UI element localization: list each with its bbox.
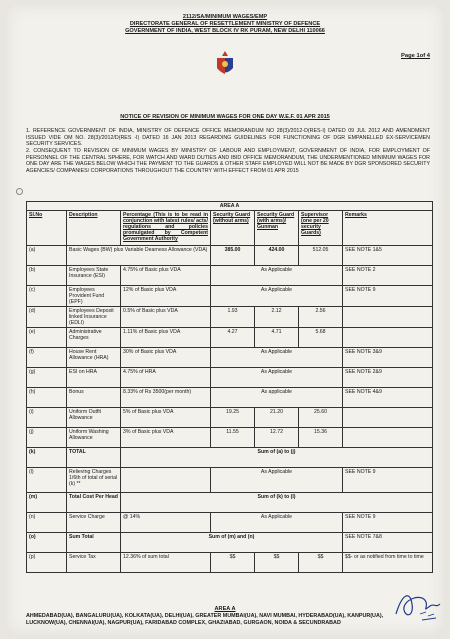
row-supervisor: 2.56: [299, 307, 343, 328]
row-span-value: Sum of (k) to (l): [121, 493, 433, 513]
table-row: [27, 408, 433, 428]
row-description: Administrative Charges: [67, 328, 121, 348]
row-supervisor: $$: [299, 553, 343, 573]
organization-line-2: GOVERNMENT OF INDIA, WEST BLOCK IV RK PURAM, NEW DELHI 110066: [125, 28, 325, 34]
row-percentage: 3% of Basic plus VDA: [121, 428, 211, 448]
row-slno: (h): [27, 388, 67, 408]
row-remarks: $$- or as notified from time to time: [343, 553, 433, 573]
punch-hole: [16, 188, 23, 195]
row-span-value: Sum of (m) and (n): [121, 533, 343, 553]
header-supervisor: Supervisor (one per 20 security Guards): [299, 211, 343, 246]
row-security-guard-armed: 12.72: [255, 428, 299, 448]
table-row: [27, 513, 433, 533]
table-row: [27, 533, 433, 553]
row-slno: (a): [27, 246, 67, 266]
reference-number: 2112/SA/MINIMUM WAGES/EMP: [182, 14, 268, 20]
row-span-value: As Applicable: [211, 513, 343, 533]
row-slno: (p): [27, 553, 67, 573]
row-span-value: As Applicable: [211, 286, 343, 307]
row-supervisor: 5.68: [299, 328, 343, 348]
row-description: Total Cost Per Head: [67, 493, 121, 513]
row-slno: (f): [27, 348, 67, 368]
row-remarks: SEE NOTE 2&9: [343, 368, 433, 388]
row-supervisor: 25.60: [299, 408, 343, 428]
row-description: Relieving Charges 1/6th of total of serial (k) **: [67, 468, 121, 493]
row-percentage: 1.11% of Basic plus VDA: [121, 328, 211, 348]
row-security-guard-armed: 2.12: [255, 307, 299, 328]
row-remarks: [343, 428, 433, 448]
row-slno: (g): [27, 368, 67, 388]
row-percentage: 5% of Basic plus VDA: [121, 408, 211, 428]
header-security-guard: Security Guard (without arms): [211, 211, 255, 246]
table-row: [27, 388, 433, 408]
row-security-guard: 385.00: [211, 246, 255, 266]
row-span-value: As Applicable: [211, 368, 343, 388]
header-security-guard-armed: Security Guard (with arms)/ Gunman: [255, 211, 299, 246]
table-row: [27, 266, 433, 286]
row-supervisor: 15.36: [299, 428, 343, 448]
table-row: [27, 328, 433, 348]
notice-title: NOTICE OF REVISION OF MINIMUM WAGES FOR ONE DAY W.E.F. 01 APR 2015: [120, 114, 330, 120]
signature-image: [392, 584, 444, 624]
table-row: [27, 307, 433, 328]
row-slno: (d): [27, 307, 67, 328]
row-span-value: As Applicable: [211, 468, 343, 493]
row-description: Service Charge: [67, 513, 121, 533]
row-remarks: SEE NOTE 3&9: [343, 348, 433, 368]
table-row: [27, 286, 433, 307]
row-slno: (k): [27, 448, 67, 468]
row-span-value: Sum of (a) to (j): [121, 448, 433, 468]
row-percentage: @ 14%: [121, 513, 211, 533]
row-supervisor: 512.05: [299, 246, 343, 266]
document-header: [6, 14, 444, 35]
emblem-logo: [214, 50, 236, 78]
row-security-guard: $$: [211, 553, 255, 573]
wages-table: [26, 201, 433, 573]
row-slno: (b): [27, 266, 67, 286]
row-slno: (m): [27, 493, 67, 513]
row-percentage: [121, 468, 211, 493]
row-percentage: 30% of Basic plus VDA: [121, 348, 211, 368]
row-security-guard-armed: $$: [255, 553, 299, 573]
row-remarks: SEE NOTE 9: [343, 286, 433, 307]
footer-places: AHMEDABAD(UA), BANGALURU(UA), KOLKATA(UA), DELHI(UA), GREATER MUMBAI(UA), NAVI MUMBAI, HYDERABAD(UA), KANPUR(UA), LUCKNOW(UA), CHENNAI(UA), NAGPUR(UA), FARIDABAD COMPLEX, GHAZIABAD, GURGAON, NOIDA & SECUNDRABAD: [26, 613, 384, 626]
row-span-value: As Applicable: [211, 266, 343, 286]
row-remarks: SEE NOTE 9: [343, 513, 433, 533]
row-slno: (l): [27, 468, 67, 493]
table-row: [27, 246, 433, 266]
row-description: TOTAL: [67, 448, 121, 468]
table-row: [27, 448, 433, 468]
row-description: Service Tax: [67, 553, 121, 573]
table-row: [27, 493, 433, 513]
row-remarks: SEE NOTE 1&5: [343, 246, 433, 266]
row-slno: (j): [27, 428, 67, 448]
row-percentage: 4.75% of Basic plus VDA: [121, 266, 211, 286]
row-security-guard: 1.93: [211, 307, 255, 328]
paragraph-1: 1. REFERENCE GOVERNMENT OF INDIA, MINISTRY OF DEFENCE OFFICE MEMORANDUM NO 28(3)/2012-D(RES-I) DATED 09 JUL 2012 AND AMENDMENT ISSUED VIDE OM NO. 28(3)/2012/D(RES -I) DATED 16 JAN 2013 REGARDING GUIDELINES FOR FUNCTIONING OF DGR EMPANELLED EX-SERVICEMEN SECURITY SERVICES.: [26, 128, 430, 148]
row-percentage: 12.36% of sum total: [121, 553, 211, 573]
row-slno: (c): [27, 286, 67, 307]
table-row: [27, 553, 433, 573]
row-description: Basic Wages (BW) plus Variable Dearness Allowance (VDA): [67, 246, 211, 266]
table-row: [27, 348, 433, 368]
row-percentage: 12% of Basic plus VDA: [121, 286, 211, 307]
table-row: [27, 468, 433, 493]
table-row: [27, 368, 433, 388]
row-remarks: [343, 328, 433, 348]
footer-area-label: AREA A: [214, 606, 236, 612]
row-description: House Rent Allowance (HRA): [67, 348, 121, 368]
row-remarks: SEE NOTE 2: [343, 266, 433, 286]
row-percentage: 0.5% of Basic plus VDA: [121, 307, 211, 328]
row-security-guard: 4.27: [211, 328, 255, 348]
row-description: Uniform Washing Allowance: [67, 428, 121, 448]
row-description: Employees Deposit linked Insurance (EDLI): [67, 307, 121, 328]
row-remarks: SEE NOTE 4&9: [343, 388, 433, 408]
row-description: ESI on HRA: [67, 368, 121, 388]
row-security-guard: 19.25: [211, 408, 255, 428]
row-security-guard-armed: 4.71: [255, 328, 299, 348]
row-slno: (e): [27, 328, 67, 348]
row-security-guard-armed: 21.20: [255, 408, 299, 428]
row-description: Employees Provident Fund (EPF): [67, 286, 121, 307]
row-percentage: 8.33% of Rs 3500(per month): [121, 388, 211, 408]
header-remarks: Remarks: [343, 211, 433, 246]
header-slno: Sl.No: [27, 211, 67, 246]
document-page: [6, 4, 444, 635]
header-percentage: Percentage (This is to be read in conjunction with latest rules/ acts/ regulations and policies promulgated by Competent Government Authority: [121, 211, 211, 246]
row-slno: (i): [27, 408, 67, 428]
row-security-guard: 11.55: [211, 428, 255, 448]
row-span-value: As applicable: [211, 388, 343, 408]
organization-line-1: DIRECTORATE GENERAL OF RESETTLEMENT MINISTRY OF DEFENCE: [129, 21, 321, 27]
row-description: Sum Total: [67, 533, 121, 553]
row-remarks: SEE NOTE 9: [343, 468, 433, 493]
row-description: Employees State Insurance (ESI): [67, 266, 121, 286]
row-slno: (o): [27, 533, 67, 553]
row-span-value: As Applicable: [211, 348, 343, 368]
table-row: [27, 428, 433, 448]
area-label: AREA A: [27, 202, 433, 211]
row-remarks: SEE NOTE 7&8: [343, 533, 433, 553]
row-percentage: 4.75% of HRA: [121, 368, 211, 388]
page-number: Page 1of 4: [401, 53, 430, 59]
paragraph-2: 2. CONSEQUENT TO REVISION OF MINIMUM WAGES BY MINISTRY OF LABOUR AND EMPLOYMENT, GOVERNMENT OF INDIA, FOR EMPLOYMENT OF PERSONNEL OF THE CENTRAL SPHERE, FOR WATCH AND WARD DUTIES AND IBID OFFICE MEMORANDUM, THE UNDERMENTIONED MINIMUM WAGES FOR ONE DAY ARE THE WAGES BELOW WHICH THE PAYMENT TO THE GUARDS & OTHER STAFF EMPLOYED WILL NOT BE MADE BY DGR SPONSORED SECURITY AGENCIES/ COMPANIES/ CORPORATIONS THROUGHOUT THE COUNTRY WITH EFFECT FROM 01 APR 2015: [26, 148, 430, 174]
row-slno: (n): [27, 513, 67, 533]
row-remarks: [343, 307, 433, 328]
row-description: Bonus: [67, 388, 121, 408]
row-remarks: [343, 408, 433, 428]
row-security-guard-armed: 424.00: [255, 246, 299, 266]
header-description: Description: [67, 211, 121, 246]
row-description: Uniform Outfit Allowance: [67, 408, 121, 428]
